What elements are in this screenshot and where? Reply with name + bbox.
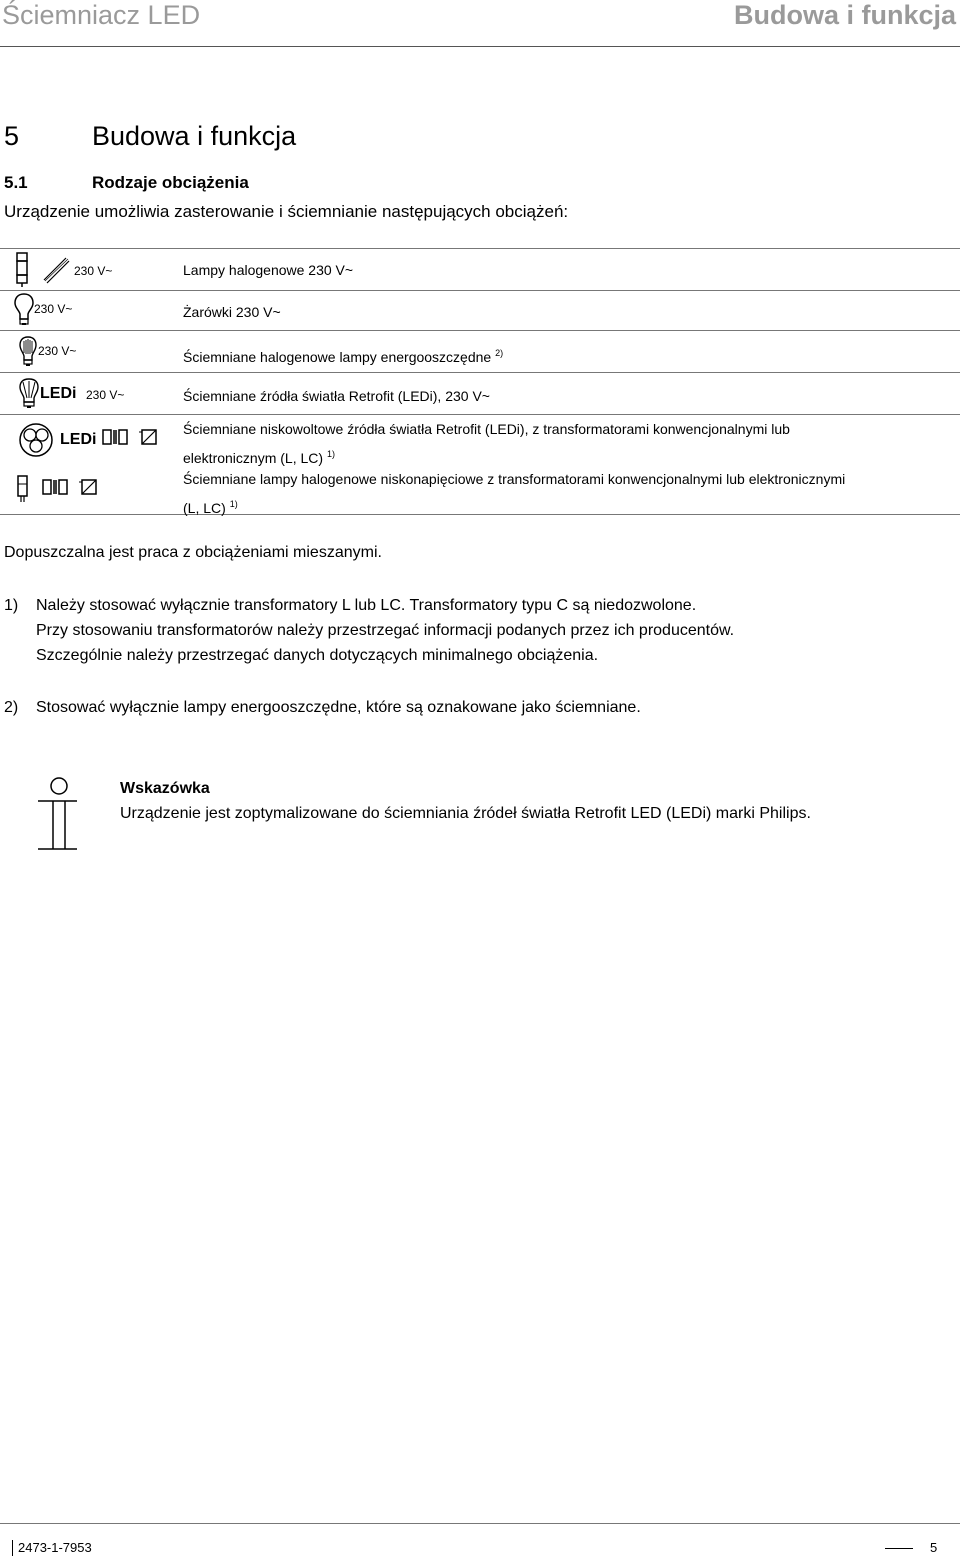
load-description: Lampy halogenowe 230 V~ [183, 262, 354, 278]
load-description: Ściemniane niskowoltowe źródła światła Retrofit (LEDi), z transformatorami konwencjonalnymi lub elektronicznym (L, LC) $^{1)}$ [183, 421, 790, 466]
ledi-badge: LEDi [40, 385, 77, 402]
section-title: Budowa i funkcja [92, 121, 297, 151]
footer-divider [0, 1523, 960, 1524]
table-row-divider [0, 414, 960, 415]
footer-bar [12, 1540, 13, 1556]
table-top-rule [0, 248, 960, 249]
footnote-1-text: Należy stosować wyłącznie transformatory L lub LC. Transformatory typu C są niedozwolone. Przy stosowaniu transformatorów należy przestrzegać informacji podanych przez ich producentów. Szczególnie należy przestrzegać danych dotyczących minimalnego obciążenia. [36, 597, 735, 664]
voltage-label: 230 V~ [38, 344, 77, 358]
subsection-number: 5.1 [4, 173, 28, 192]
voltage-label: 230 V~ [86, 388, 125, 402]
document-number: 2473-1-7953 [18, 1540, 92, 1555]
led-spot-icon [19, 422, 53, 458]
mixed-load-note: Dopuszczalna jest praca z obciążeniami mieszanymi. [4, 544, 382, 561]
ledi-badge: LEDi [60, 431, 97, 448]
footnote-2-text: Stosować wyłącznie lampy energooszczędne, które są oznakowane jako ściemniane. [36, 699, 641, 716]
subsection-title: Rodzaje obciążenia [92, 173, 249, 192]
incandescent-bulb-icon [14, 293, 34, 327]
footer-page-line [885, 1548, 913, 1549]
halogen-tube-icon [14, 252, 74, 288]
load-description: Ściemniane lampy halogenowe niskonapięciowe z transformatorami konwencjonalnymi lub elektronicznymi (L, LC) $^{1)}$ [183, 471, 846, 516]
transformer-symbols-icon [102, 428, 160, 448]
page-number: 5 [930, 1540, 938, 1555]
footnote-1-marker: 1) [4, 597, 19, 614]
table-row-divider [0, 330, 960, 331]
voltage-label: 230 V~ [74, 264, 113, 278]
note-text: Urządzenie jest zoptymalizowane do ściemniania źródeł światła Retrofit LED (LEDi) marki Philips. [120, 805, 811, 822]
led-bulb-icon [19, 378, 39, 410]
section-number: 5 [4, 121, 20, 151]
header-divider [0, 46, 960, 47]
header-product-title: Ściemniacz LED [2, 0, 201, 30]
table-row-divider [0, 372, 960, 373]
header-chapter-title: Budowa i funkcja [733, 0, 956, 30]
energy-saving-lamp-icon [19, 336, 37, 368]
load-description: Ściemniane źródła światła Retrofit (LEDi), 230 V~ [183, 388, 490, 404]
intro-text: Urządzenie umożliwia zasterowanie i ściemnianie następujących obciążeń: [4, 202, 569, 221]
table-row-divider [0, 290, 960, 291]
footnote-2-marker: 2) [4, 699, 19, 716]
voltage-label: 230 V~ [34, 302, 73, 316]
info-icon [37, 775, 77, 851]
load-description: Żarówki 230 V~ [183, 304, 281, 320]
load-description: Ściemniane halogenowe lampy energooszczędne $^{2)}$ [183, 348, 504, 365]
note-title: Wskazówka [120, 780, 210, 797]
low-voltage-halogen-icon [16, 474, 104, 504]
